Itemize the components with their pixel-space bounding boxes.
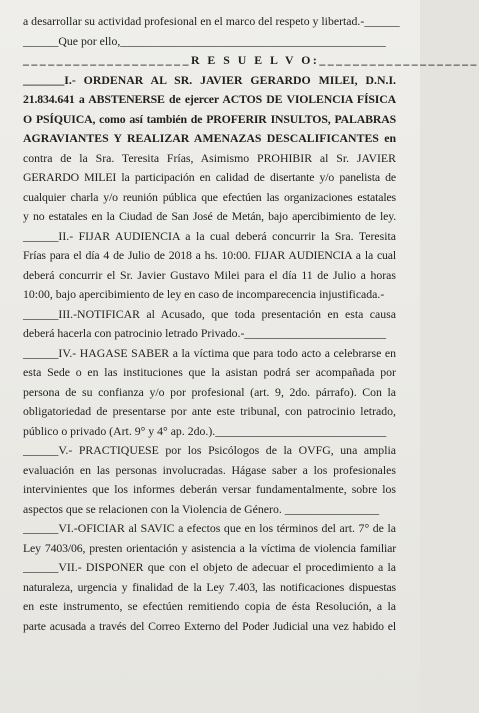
text-line: persona de su confianza y/o por profesional (art. 9, 2do. párrafo). Con la [23, 384, 396, 399]
text-line: intervinientes que los informes deberán versar fundamentalmente, sobre los [23, 482, 396, 496]
text-line: en este instrumento, se efectúen remitiendo copia de ésta Resolución, a la [23, 599, 396, 613]
text-line: AGRAVIANTES Y REALIZAR AMENAZAS DESCALIFICANTES en [23, 131, 396, 145]
text-line: _______I.- ORDENAR AL SR. JAVIER GERARDO MILEI, D.N.I. [23, 72, 396, 87]
text-line: ______II.- FIJAR AUDIENCIA a la cual deberá concurrir la Sra. Teresita [23, 228, 396, 243]
text-line: ______Que por ello,_____________________________________________ [23, 33, 386, 48]
text-line: ______III.-NOTIFICAR al Acusado, que toda presentación en esta causa [23, 306, 396, 321]
text-line: naturaleza, urgencia y finalidad de la Ley 7.403, las notificaciones dispuestas [23, 579, 396, 594]
text-line: O PSÍQUICA, como así también de PROFERIR INSULTOS, PALABRAS [23, 111, 396, 126]
text-line: esta Sede o en las instituciones que la asistan podrá ser acompañada por [23, 365, 396, 379]
text-line: Ley 7403/06, presten orientación y asistencia a la víctima de violencia familiar [23, 540, 396, 555]
text-line: ______VII.- DISPONER que con el objeto de adecuar el procedimiento a la [23, 560, 396, 574]
text-line: a desarrollar su actividad profesional en el marco del respeto y libertad.-______ [23, 14, 400, 28]
text-line: obligatoriedad de presentarse por ante este tribunal, con patrocinio letrado, [23, 404, 396, 418]
text-line: público o privado (Art. 9° y 4° ap. 2do.)._____________________________ [23, 423, 387, 438]
text-line: evaluación en las personas involucradas. Hágase saber a los profesionales [23, 462, 396, 477]
text-line: ______IV.- HAGASE SABER a la víctima que para todo acto a celebrarse en [23, 345, 396, 360]
text-line: ______VI.-OFICIAR al SAVIC a efectos que en los términos del art. 7° de la [23, 521, 396, 535]
text-line: ____________________R E S U E L V O:___________________ [23, 53, 479, 67]
text-line: GERARDO MILEI la participación en calidad de disertante y/o panelista de [23, 170, 396, 184]
text-line: deberá concurrir el Sr. Javier Gustavo Milei para el día 11 de Julio a horas [23, 267, 396, 282]
text-line: contra de la Sra. Teresita Frías, Asimismo PROHIBIR al Sr. JAVIER [23, 150, 396, 165]
text-line: Frías para el día 4 de Julio de 2018 a hs. 10:00. FIJAR AUDIENCIA a la cual [23, 248, 396, 262]
text-line: aspectos que se relacionen con la Violencia de Género. ________________ [23, 501, 380, 516]
text-line: parte acusada a través del Correo Externo del Poder Judicial una vez habido el [23, 618, 396, 633]
text-line: 10:00, bajo apercibimiento de ley en caso de incomparecencia injustificada.- [23, 287, 385, 301]
text-line: ______V.- PRACTIQUESE por los Psicólogos de la OVFG, una amplia [23, 443, 396, 457]
text-line: cualquier charla y/o reunión pública que efectúen las organizaciones estatales [23, 189, 396, 204]
text-line: 21.834.641 a ABSTENERSE de ejercer ACTOS DE VIOLENCIA FÍSICA [23, 92, 396, 106]
text-line: y no estatales en la Ciudad de San José de Metán, bajo apercibimiento de ley. [23, 209, 396, 223]
text-line: deberá hacerla con patrocinio letrado Privado.-________________________ [23, 326, 386, 340]
